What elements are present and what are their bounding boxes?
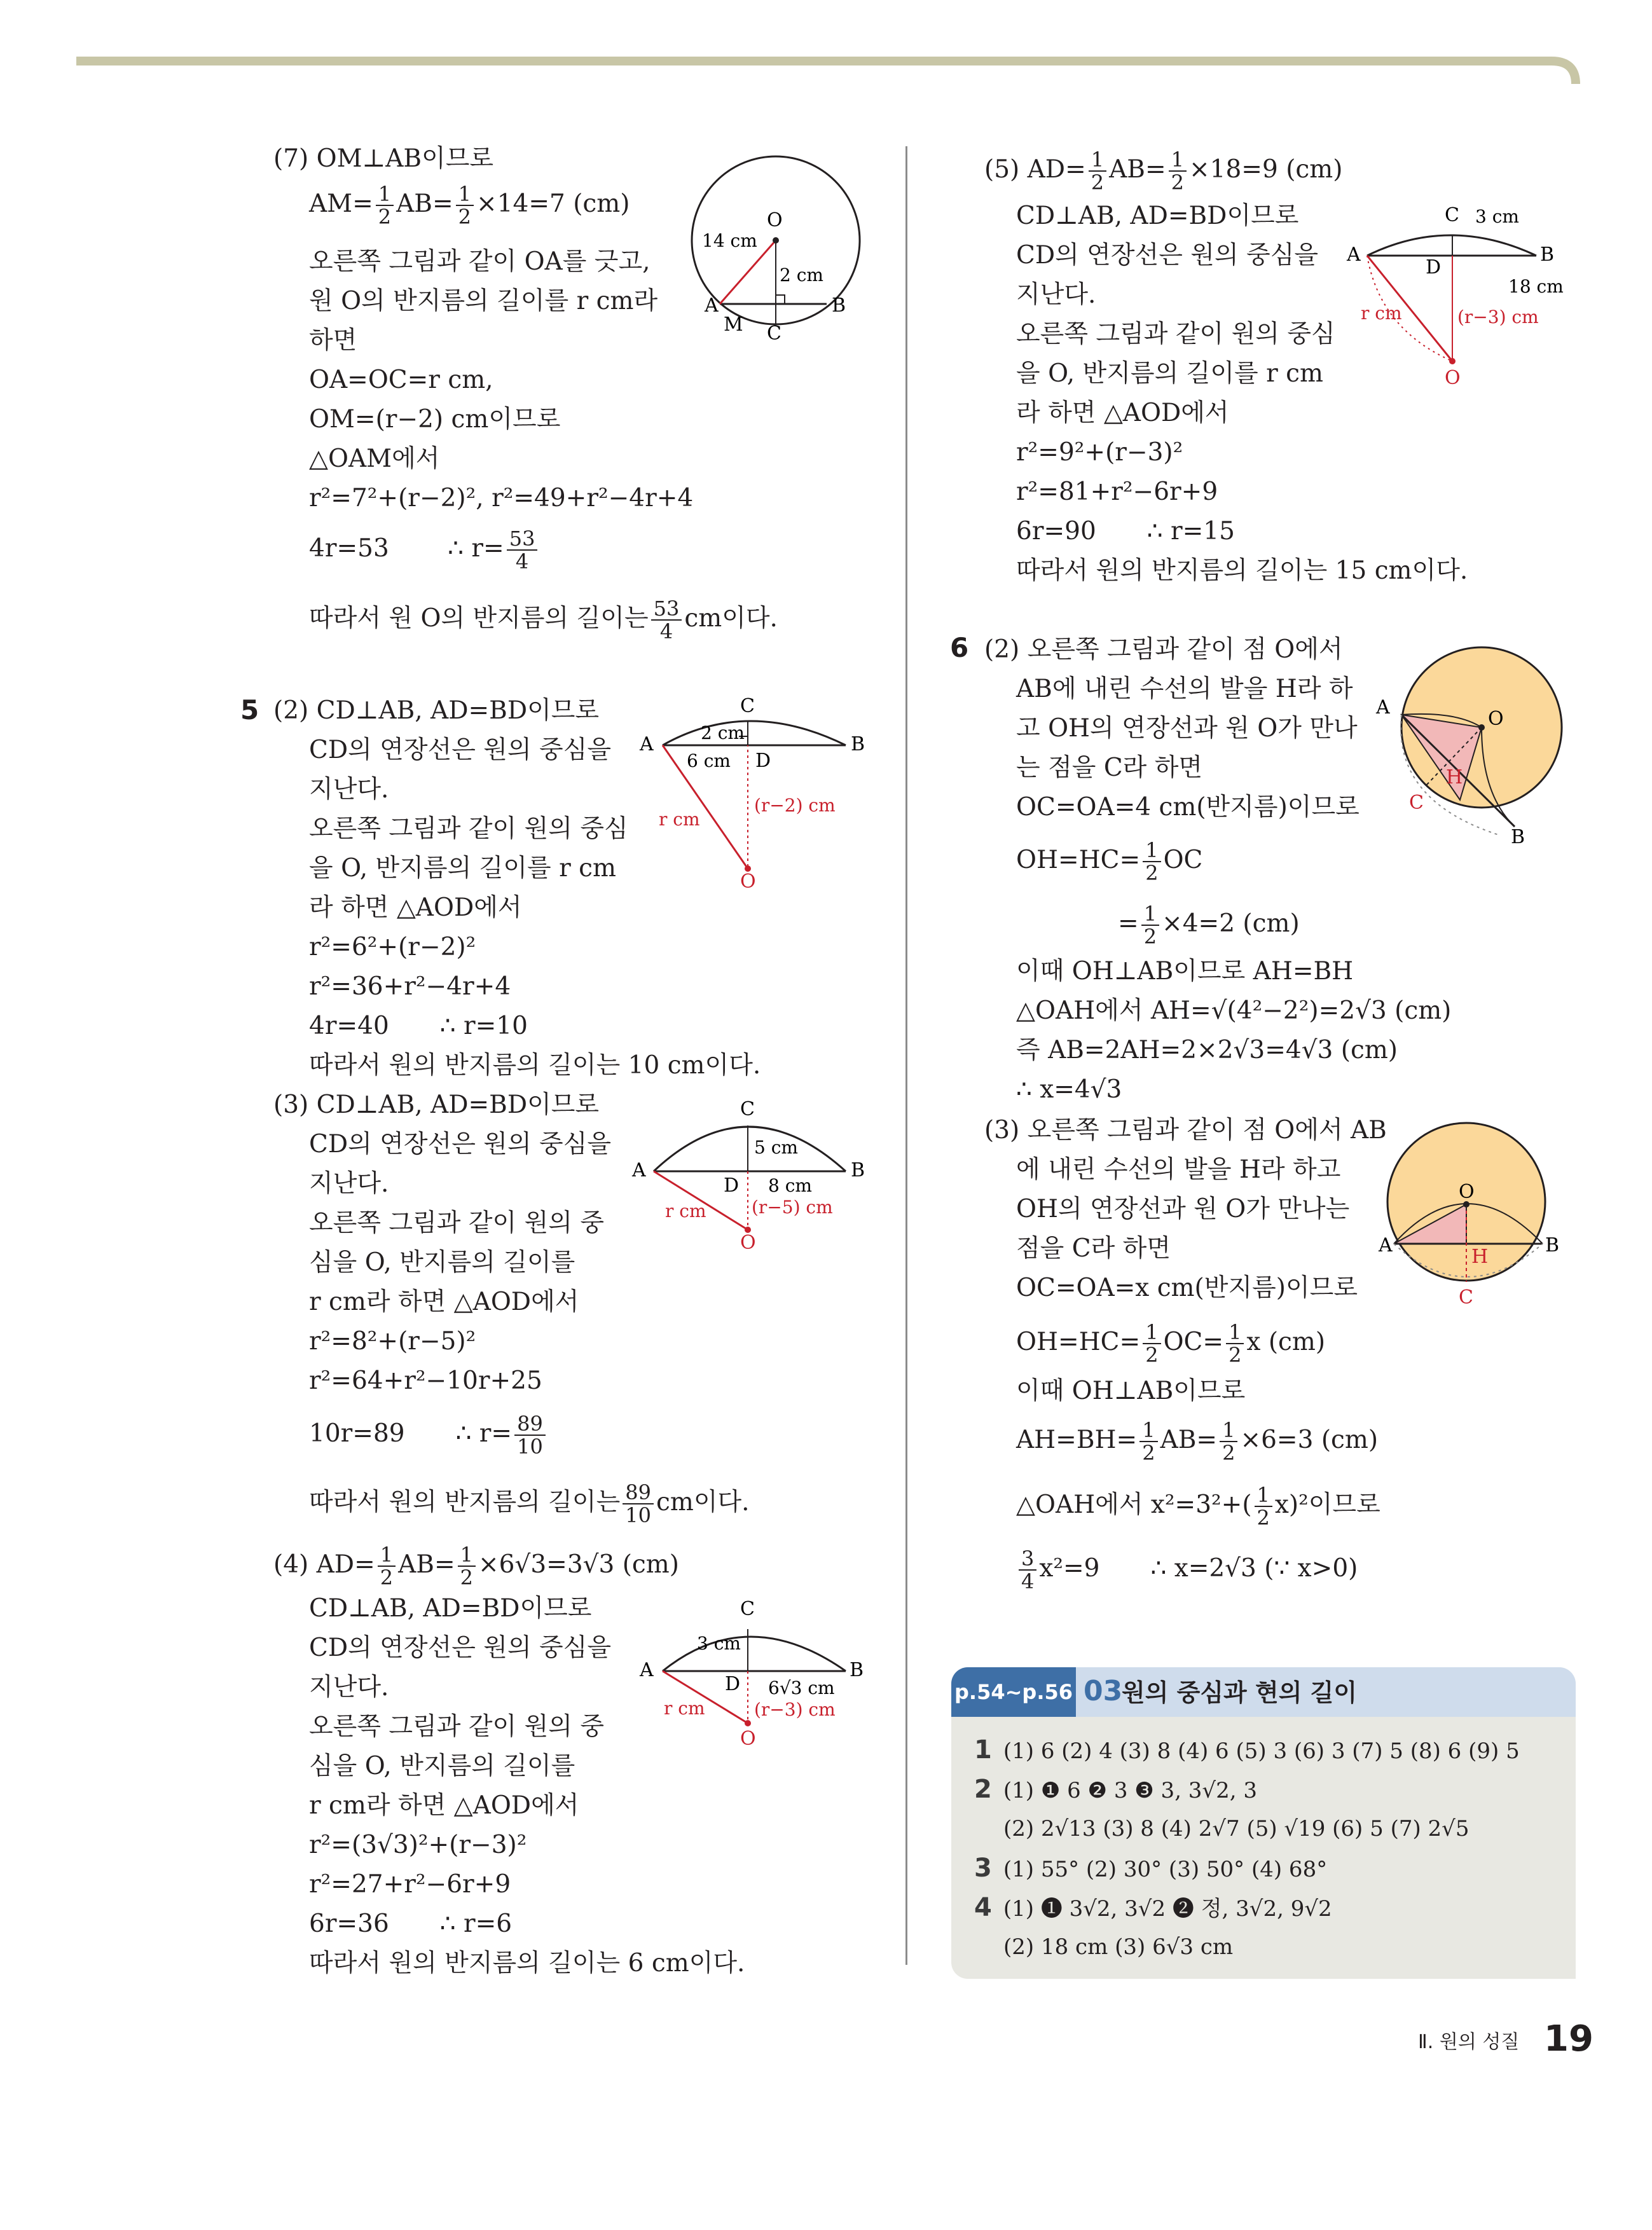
fraction (1089, 149, 1106, 193)
p6-3-line4: 점을 C라 하면 (1016, 1234, 1171, 1263)
label-h: H (1446, 766, 1463, 788)
text: cm이다. (684, 604, 778, 633)
text: AB= (1160, 1426, 1218, 1454)
label-a: A (632, 1159, 646, 1181)
den: 2 (1229, 1343, 1242, 1367)
p6-2-line3: 고 OH의 연장선과 원 O가 만나 (1016, 714, 1358, 743)
fraction (1226, 1321, 1244, 1366)
figure-segment-5-3 (630, 1092, 884, 1258)
label-o: O (740, 1728, 756, 1750)
p4-7-line6: OA=OC=r cm, (309, 366, 493, 394)
num: 1 (1226, 1321, 1244, 1344)
p5-4-line1 (273, 1544, 679, 1588)
p6-2-line1: (2) 오른쪽 그림과 같이 점 O에서 (984, 635, 1343, 664)
text: OC (1163, 846, 1203, 874)
answer-section-number: 03 (1084, 1675, 1123, 1707)
column-divider (905, 146, 907, 1965)
num: 89 (514, 1413, 546, 1436)
p5-2-line10: 따라서 원의 반지름의 길이는 10 cm이다. (309, 1051, 761, 1080)
text: AM= (309, 189, 373, 218)
problem-number-5: 5 (240, 694, 259, 726)
arc (654, 1127, 846, 1171)
p5-3-line9 (309, 1413, 548, 1457)
text: ∴ r=15 (1146, 517, 1235, 546)
arc (663, 1637, 846, 1671)
label-h: H (1471, 1246, 1489, 1268)
num: 1 (1089, 149, 1106, 172)
label-b: B (1511, 826, 1525, 846)
p5-5-line5: 오른쪽 그림과 같이 원의 중심 (1016, 320, 1335, 348)
p4-7-line10 (309, 528, 540, 572)
label-a: A (705, 294, 719, 317)
text: (4) AD= (273, 1550, 375, 1579)
num: 3 (1019, 1548, 1036, 1571)
label-d: D (724, 1174, 740, 1197)
num: 1 (456, 183, 474, 206)
num: 1 (1141, 903, 1159, 926)
answer-number: 4 (974, 1893, 992, 1922)
num: 89 (623, 1482, 654, 1504)
fraction (1019, 1548, 1036, 1592)
label-d: D (725, 1673, 741, 1695)
label-r: r cm (664, 1698, 705, 1719)
label-a: A (1347, 244, 1361, 266)
p5-5-line7: 라 하면 △AOD에서 (1016, 399, 1229, 427)
label-18cm: 18 cm (1508, 276, 1564, 297)
text: 6r=36 (309, 1910, 389, 1938)
p5-2-line1: (2) CD⊥AB, AD=BD이므로 (273, 696, 600, 725)
text: cm이다. (656, 1488, 750, 1517)
text: 따라서 원 O의 반지름의 길이는 (309, 604, 649, 633)
label-2cm: 2 cm (701, 722, 745, 743)
text: x (cm) (1246, 1328, 1326, 1356)
fraction (378, 1544, 396, 1588)
p5-4-line7: r cm라 하면 △AOD에서 (309, 1791, 579, 1820)
p5-5-line8: r²=9²+(r−3)² (1016, 438, 1183, 467)
p4-7-line9: r²=7²+(r−2)², r²=49+r²−4r+4 (309, 484, 694, 513)
label-d: D (1426, 256, 1442, 279)
label-o: O (767, 209, 783, 231)
text: △OAH에서 x²=3²+( (1016, 1490, 1252, 1519)
p4-7-line2 (309, 183, 630, 228)
p6-2-line9: △OAH에서 AH=√(4²−2²)=2√3 (cm) (1016, 996, 1452, 1025)
top-header-bar (0, 0, 1652, 89)
p6-3-line7: 이때 OH⊥AB이므로 (1016, 1377, 1246, 1405)
text: 10r=89 (309, 1419, 405, 1448)
answer-row (1003, 1928, 1233, 1966)
p5-5-line11: 따라서 원의 반지름의 길이는 15 cm이다. (1016, 556, 1468, 585)
p6-3-line10 (1016, 1548, 1358, 1592)
p5-3-line3: 지난다. (309, 1169, 389, 1198)
label-o: O (1459, 1181, 1475, 1203)
label-c: C (740, 1098, 755, 1120)
num: 1 (378, 1544, 396, 1567)
text: 4r=53 (309, 534, 389, 563)
p5-4-line10 (309, 1906, 512, 1942)
p5-4-line11: 따라서 원의 반지름의 길이는 6 cm이다. (309, 1949, 745, 1978)
text: x)²이므로 (1274, 1490, 1380, 1519)
label-b: B (1545, 1234, 1560, 1256)
fraction (456, 183, 474, 228)
p6-2-line7 (1118, 903, 1300, 947)
den: 2 (1222, 1441, 1236, 1465)
label-a: A (640, 733, 654, 755)
p5-4-line3: CD의 연장선은 원의 중심을 (309, 1634, 612, 1662)
den: 2 (1256, 1506, 1270, 1530)
num: 1 (1255, 1484, 1272, 1507)
den: 2 (460, 1566, 473, 1590)
p5-5-line3: CD의 연장선은 원의 중심을 (1016, 241, 1319, 270)
p6-3-line1: (3) 오른쪽 그림과 같이 점 O에서 AB (984, 1116, 1387, 1145)
fraction (1141, 903, 1159, 947)
p5-5-line9: r²=81+r²−6r+9 (1016, 478, 1218, 506)
label-6root3cm: 6√3 cm (768, 1677, 835, 1698)
answer-section-title: 원의 중심과 현의 길이 (1122, 1679, 1358, 1707)
p5-2-line5: 을 O, 반지름의 길이를 r cm (309, 854, 616, 883)
p5-3-line2: CD의 연장선은 원의 중심을 (309, 1130, 612, 1159)
p6-3-line6 (1016, 1321, 1325, 1366)
p5-3-line7: r²=8²+(r−5)² (309, 1327, 476, 1356)
text: ×14=7 (cm) (476, 189, 630, 218)
fraction (507, 528, 538, 572)
label-b: B (851, 1159, 865, 1181)
text: ∴ r=6 (439, 1910, 513, 1938)
label-3cm: 3 cm (1475, 206, 1519, 227)
right-angle-mark (776, 295, 785, 304)
text: ∴ r=10 (439, 1012, 528, 1040)
den: 4 (1021, 1569, 1035, 1593)
label-o: O (740, 871, 756, 890)
p5-2-line8: r²=36+r²−4r+4 (309, 972, 511, 1001)
label-c: C (740, 695, 755, 717)
text: AB= (396, 189, 453, 218)
text: ∴ r= (448, 534, 504, 563)
den: 2 (1145, 1343, 1159, 1367)
p4-7-line8: △OAM에서 (309, 444, 440, 473)
label-a: A (640, 1659, 654, 1681)
label-o: O (1488, 708, 1504, 730)
label-b: B (1540, 244, 1555, 266)
text: 6r=90 (1016, 517, 1096, 546)
label-r: r cm (665, 1201, 706, 1222)
label-c: C (767, 322, 781, 345)
p5-4-line6: 심을 O, 반지름의 길이를 (309, 1752, 575, 1780)
p6-2-line8: 이때 OH⊥AB이므로 AH=BH (1016, 957, 1354, 986)
problem-number-6: 6 (950, 632, 969, 663)
answer-page-range: p.54~p.56 (951, 1667, 1076, 1717)
p5-3-line10 (309, 1482, 750, 1526)
num: 1 (1143, 1321, 1160, 1344)
p5-3-line8: r²=64+r²−10r+25 (309, 1366, 542, 1395)
p5-2-line3: 지난다. (309, 775, 389, 804)
p5-2-line7: r²=6²+(r−2)² (309, 933, 476, 961)
label-14cm: 14 cm (702, 230, 757, 251)
label-r-minus-5: (r−5) cm (752, 1197, 833, 1218)
label-r-minus-2: (r−2) cm (754, 795, 836, 816)
label-b: B (832, 294, 846, 317)
label-a: A (1376, 696, 1390, 719)
den: 2 (380, 1566, 394, 1590)
den: 10 (625, 1503, 651, 1527)
num: 1 (376, 183, 394, 206)
p6-3-line8 (1016, 1419, 1378, 1464)
label-c: C (740, 1598, 755, 1620)
figure-segment-5-5 (1342, 202, 1564, 393)
text: AH=BH= (1016, 1426, 1138, 1454)
answer-text: (1) ❶ 6 ❷ 3 ❸ 3, 3√2, 3 (1003, 1778, 1257, 1803)
fraction (458, 1544, 476, 1588)
p5-2-line2: CD의 연장선은 원의 중심을 (309, 736, 612, 764)
answer-number: 1 (974, 1735, 992, 1765)
text: 4r=40 (309, 1012, 389, 1040)
text: x²=9 (1039, 1554, 1100, 1583)
fraction (1169, 149, 1187, 193)
arc (663, 721, 846, 745)
label-r-minus-3: (r−3) cm (1457, 306, 1539, 327)
fraction (376, 183, 394, 228)
answer-text: (2) 2√13 (3) 8 (4) 2√7 (5) √19 (6) 5 (7) 2√5 (1003, 1816, 1470, 1841)
figure-circle-oam (687, 145, 890, 348)
fraction (1255, 1484, 1272, 1529)
label-r: r cm (1361, 303, 1402, 324)
den: 4 (659, 619, 673, 644)
den: 2 (1171, 170, 1184, 195)
text: OH=HC= (1016, 1328, 1141, 1356)
label-m: M (724, 313, 743, 336)
p5-4-line5: 오른쪽 그림과 같이 원의 중 (309, 1712, 605, 1741)
label-r: r cm (659, 809, 700, 830)
label-d: D (755, 750, 771, 772)
label-r-minus-3: (r−3) cm (754, 1699, 836, 1720)
answer-number: 3 (974, 1854, 992, 1883)
text: ×18=9 (cm) (1189, 155, 1343, 184)
num: 1 (1220, 1419, 1237, 1442)
fraction (651, 598, 682, 642)
num: 53 (507, 528, 538, 551)
den: 2 (1143, 925, 1157, 949)
label-b: B (851, 733, 865, 755)
text: AB= (398, 1550, 455, 1579)
den: 10 (517, 1435, 543, 1459)
fraction (1220, 1419, 1237, 1464)
answer-text: (1) 55° (2) 30° (3) 50° (4) 68° (1003, 1857, 1328, 1882)
label-c: C (1409, 792, 1424, 814)
fraction (623, 1482, 654, 1526)
text: = (1118, 909, 1139, 938)
p5-5-line1 (984, 149, 1342, 193)
label-o: O (740, 1232, 756, 1254)
p4-7-line3: 오른쪽 그림과 같이 OA를 긋고, (309, 247, 650, 276)
figure-circle-6-2 (1367, 642, 1577, 846)
answer-row (974, 1731, 1520, 1770)
answer-row (974, 1770, 1257, 1810)
label-c: C (1445, 204, 1459, 226)
p5-2-line9 (309, 1008, 528, 1044)
fraction (1139, 1419, 1157, 1464)
den: 2 (1091, 170, 1105, 195)
p5-4-line8: r²=(3√3)²+(r−3)² (309, 1831, 527, 1859)
label-c: C (1459, 1286, 1473, 1309)
text: 따라서 원의 반지름의 길이는 (309, 1488, 621, 1517)
den: 2 (1145, 861, 1159, 885)
p5-4-line9: r²=27+r²−6r+9 (309, 1870, 511, 1899)
p5-3-line4: 오른쪽 그림과 같이 원의 중 (309, 1209, 605, 1237)
p5-4-line4: 지난다. (309, 1673, 389, 1702)
text: AB= (1109, 155, 1166, 184)
p4-7-line11 (309, 598, 778, 642)
p6-2-line6 (1016, 839, 1202, 884)
p5-2-line6: 라 하면 △AOD에서 (309, 893, 522, 922)
label-b: B (850, 1659, 864, 1681)
p5-5-line2: CD⊥AB, AD=BD이므로 (1016, 202, 1299, 230)
p5-5-line4: 지난다. (1016, 280, 1096, 309)
center-dot (1449, 358, 1456, 364)
figure-segment-5-4 (630, 1590, 884, 1761)
den: 2 (1142, 1441, 1155, 1465)
text: ∴ x=2√3 (∵ x>0) (1150, 1554, 1358, 1583)
p5-3-line1: (3) CD⊥AB, AD=BD이므로 (273, 1091, 600, 1119)
footer-section: Ⅱ. 원의 성질 (1418, 2031, 1520, 2053)
answer-number: 2 (974, 1775, 992, 1804)
answer-text: (1) 6 (2) 4 (3) 8 (4) 6 (5) 3 (6) 3 (7) 5 (8) 6 (9) 5 (1003, 1738, 1520, 1764)
page-number: 19 (1544, 2018, 1593, 2060)
p6-3-line9 (1016, 1484, 1380, 1529)
label-2cm: 2 cm (780, 265, 823, 286)
answer-row (974, 1849, 1327, 1889)
p5-2-line4: 오른쪽 그림과 같이 원의 중심 (309, 815, 628, 843)
label-5cm: 5 cm (754, 1137, 798, 1158)
label-6cm: 6 cm (687, 750, 731, 771)
text: ×6=3 (cm) (1240, 1426, 1379, 1454)
den: 2 (378, 205, 392, 229)
num: 1 (458, 1544, 476, 1567)
p6-3-line2: 에 내린 수선의 발을 H라 하고 (1016, 1155, 1341, 1184)
p6-2-line11: ∴ x=4√3 (1016, 1075, 1122, 1104)
p5-5-line10 (1016, 514, 1235, 549)
center-dot (1478, 724, 1485, 731)
p4-7-line1: (7) OM⊥AB이므로 (273, 144, 494, 173)
p5-3-line6: r cm라 하면 △AOD에서 (309, 1288, 579, 1316)
fraction (514, 1413, 546, 1457)
label-3cm: 3 cm (697, 1633, 741, 1654)
center-dot (773, 237, 779, 244)
p6-2-line5: OC=OA=4 cm(반지름)이므로 (1016, 793, 1359, 822)
p5-4-line2: CD⊥AB, AD=BD이므로 (309, 1594, 592, 1623)
text: (5) AD= (984, 155, 1086, 184)
num: 53 (651, 598, 682, 621)
fraction (1143, 1321, 1160, 1366)
text: ∴ r= (455, 1419, 513, 1448)
figure-segment-5-2 (630, 693, 884, 890)
p4-7-line5: 하면 (309, 326, 357, 355)
text: OH=HC= (1016, 846, 1141, 874)
p6-3-line3: OH의 연장선과 원 O가 만나는 (1016, 1195, 1350, 1223)
label-o: O (1445, 367, 1461, 389)
num: 1 (1139, 1419, 1157, 1442)
p6-3-line5: OC=OA=x cm(반지름)이므로 (1016, 1274, 1358, 1302)
p6-2-line2: AB에 내린 수선의 발을 H라 하 (1016, 675, 1353, 703)
text: OC= (1163, 1328, 1224, 1356)
p4-7-line7: OM=(r−2) cm이므로 (309, 405, 561, 434)
p5-3-line5: 심을 O, 반지름의 길이를 (309, 1248, 575, 1277)
answer-row (1003, 1810, 1469, 1848)
num: 1 (1143, 839, 1160, 862)
fraction (1143, 839, 1160, 884)
text: ×4=2 (cm) (1162, 909, 1300, 938)
p6-2-line4: 는 점을 C라 하면 (1016, 754, 1203, 782)
p6-2-line10: 즉 AB=2AH=2×2√3=4√3 (cm) (1016, 1036, 1398, 1064)
p4-7-line4: 원 O의 반지름의 길이를 r cm라 (309, 287, 658, 315)
label-8cm: 8 cm (768, 1175, 812, 1196)
den: 4 (515, 549, 529, 574)
p5-5-line6: 을 O, 반지름의 길이를 r cm (1016, 359, 1323, 388)
figure-circle-6-3 (1377, 1119, 1568, 1310)
center-dot (745, 1720, 751, 1726)
den: 2 (458, 205, 472, 229)
answer-text: (2) 18 cm (3) 6√3 cm (1003, 1934, 1234, 1960)
text: ×6√3=3√3 (cm) (478, 1550, 679, 1579)
answer-row (974, 1889, 1332, 1928)
num: 1 (1169, 149, 1187, 172)
answer-text: (1) ❶ 3√2, 3√2 ❷ 정, 3√2, 9√2 (1003, 1896, 1332, 1922)
label-a: A (1379, 1234, 1393, 1256)
